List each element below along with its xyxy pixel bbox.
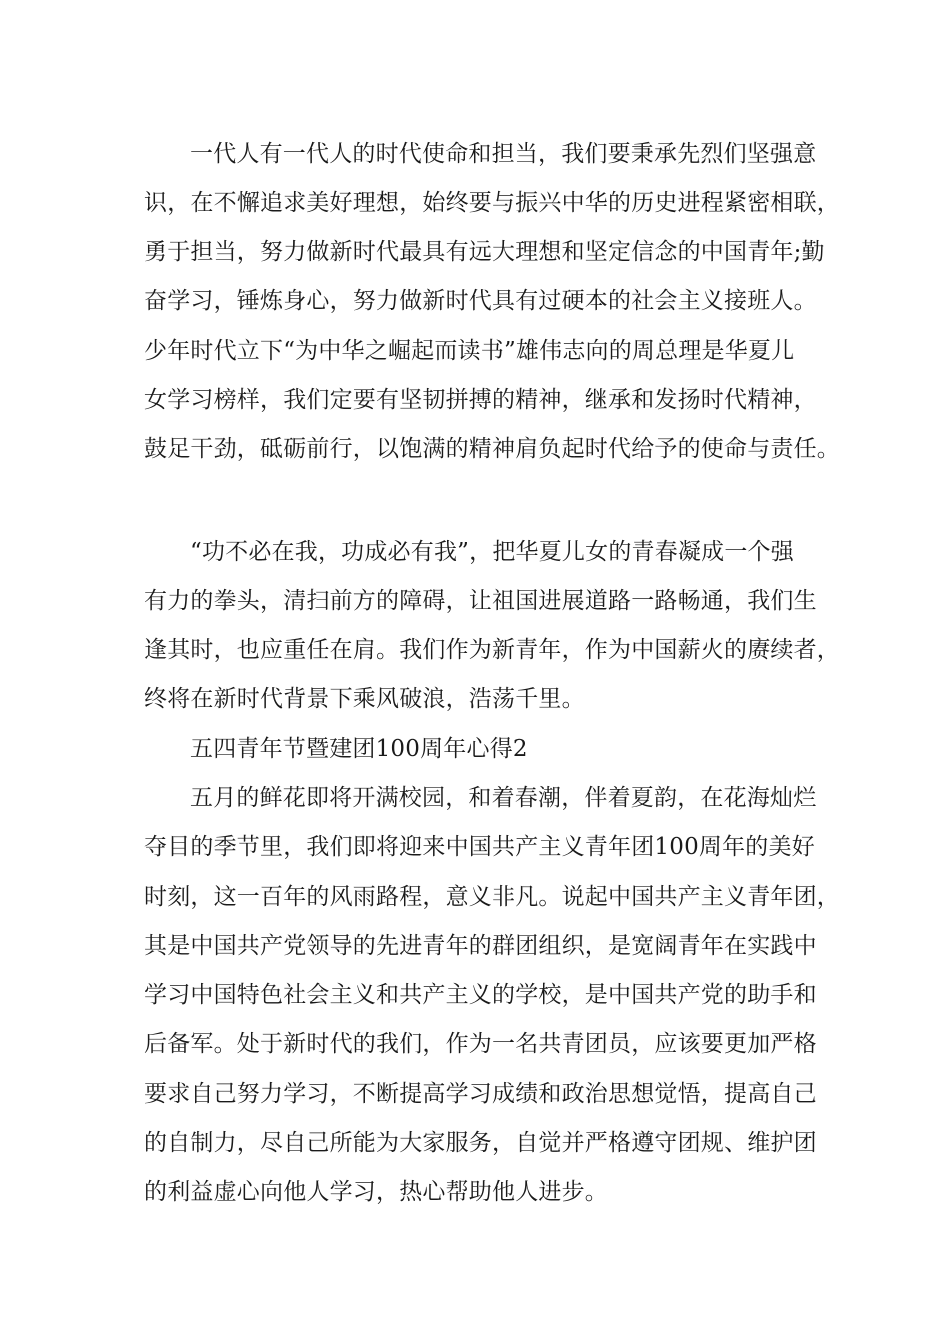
text-line: 有力的拳头，清扫前方的障碍，让祖国进展道路一路畅通，我们生 xyxy=(144,588,817,614)
text-line: 一代人有一代人的时代使命和担当，我们要秉承先烈们坚强意 xyxy=(190,141,817,167)
text-line: 女学习榜样，我们定要有坚韧拼搏的精神，继承和发扬时代精神， xyxy=(144,387,817,413)
text-line: 要求自己努力学习，不断提高学习成绩和政治思想觉悟，提高自己 xyxy=(144,1081,817,1107)
section-heading: 五四青年节暨建团100周年心得2 xyxy=(190,736,528,762)
text-line: 其是中国共产党领导的先进青年的群团组织，是宽阔青年在实践中 xyxy=(144,933,817,959)
text-line: 勇于担当，努力做新时代最具有远大理想和坚定信念的中国青年;勤 xyxy=(144,239,825,265)
text-line: 五月的鲜花即将开满校园，和着春潮，伴着夏韵，在花海灿烂 xyxy=(190,785,817,811)
text-line: 的利益虚心向他人学习，热心帮助他人进步。 xyxy=(144,1179,608,1205)
text-line: 终将在新时代背景下乘风破浪，浩荡千里。 xyxy=(144,686,585,712)
text-line: 的自制力，尽自己所能为大家服务，自觉并严格遵守团规、维护团 xyxy=(144,1130,817,1156)
text-line: 鼓足干劲，砥砺前行，以饱满的精神肩负起时代给予的使命与责任。 xyxy=(144,436,840,462)
text-line: 奋学习，锤炼身心，努力做新时代具有过硬本的社会主义接班人。 xyxy=(144,288,817,314)
text-line: 少年时代立下“为中华之崛起而读书”雄伟志向的周总理是华夏儿 xyxy=(144,338,795,364)
text-line: 学习中国特色社会主义和共产主义的学校，是中国共产党的助手和 xyxy=(144,982,817,1008)
text-line: 识，在不懈追求美好理想，始终要与振兴中华的历史进程紧密相联， xyxy=(144,190,840,216)
text-line: 夺目的季节里，我们即将迎来中国共产主义青年团100周年的美好 xyxy=(144,834,815,860)
text-line: 逢其时，也应重任在肩。我们作为新青年，作为中国薪火的赓续者， xyxy=(144,637,840,663)
text-line: 后备军。处于新时代的我们，作为一名共青团员，应该要更加严格 xyxy=(144,1031,817,1057)
text-line: 时刻，这一百年的风雨路程，意义非凡。说起中国共产主义青年团， xyxy=(144,884,840,910)
text-line: “功不必在我，功成必有我”，把华夏儿女的青春凝成一个强 xyxy=(190,539,794,565)
